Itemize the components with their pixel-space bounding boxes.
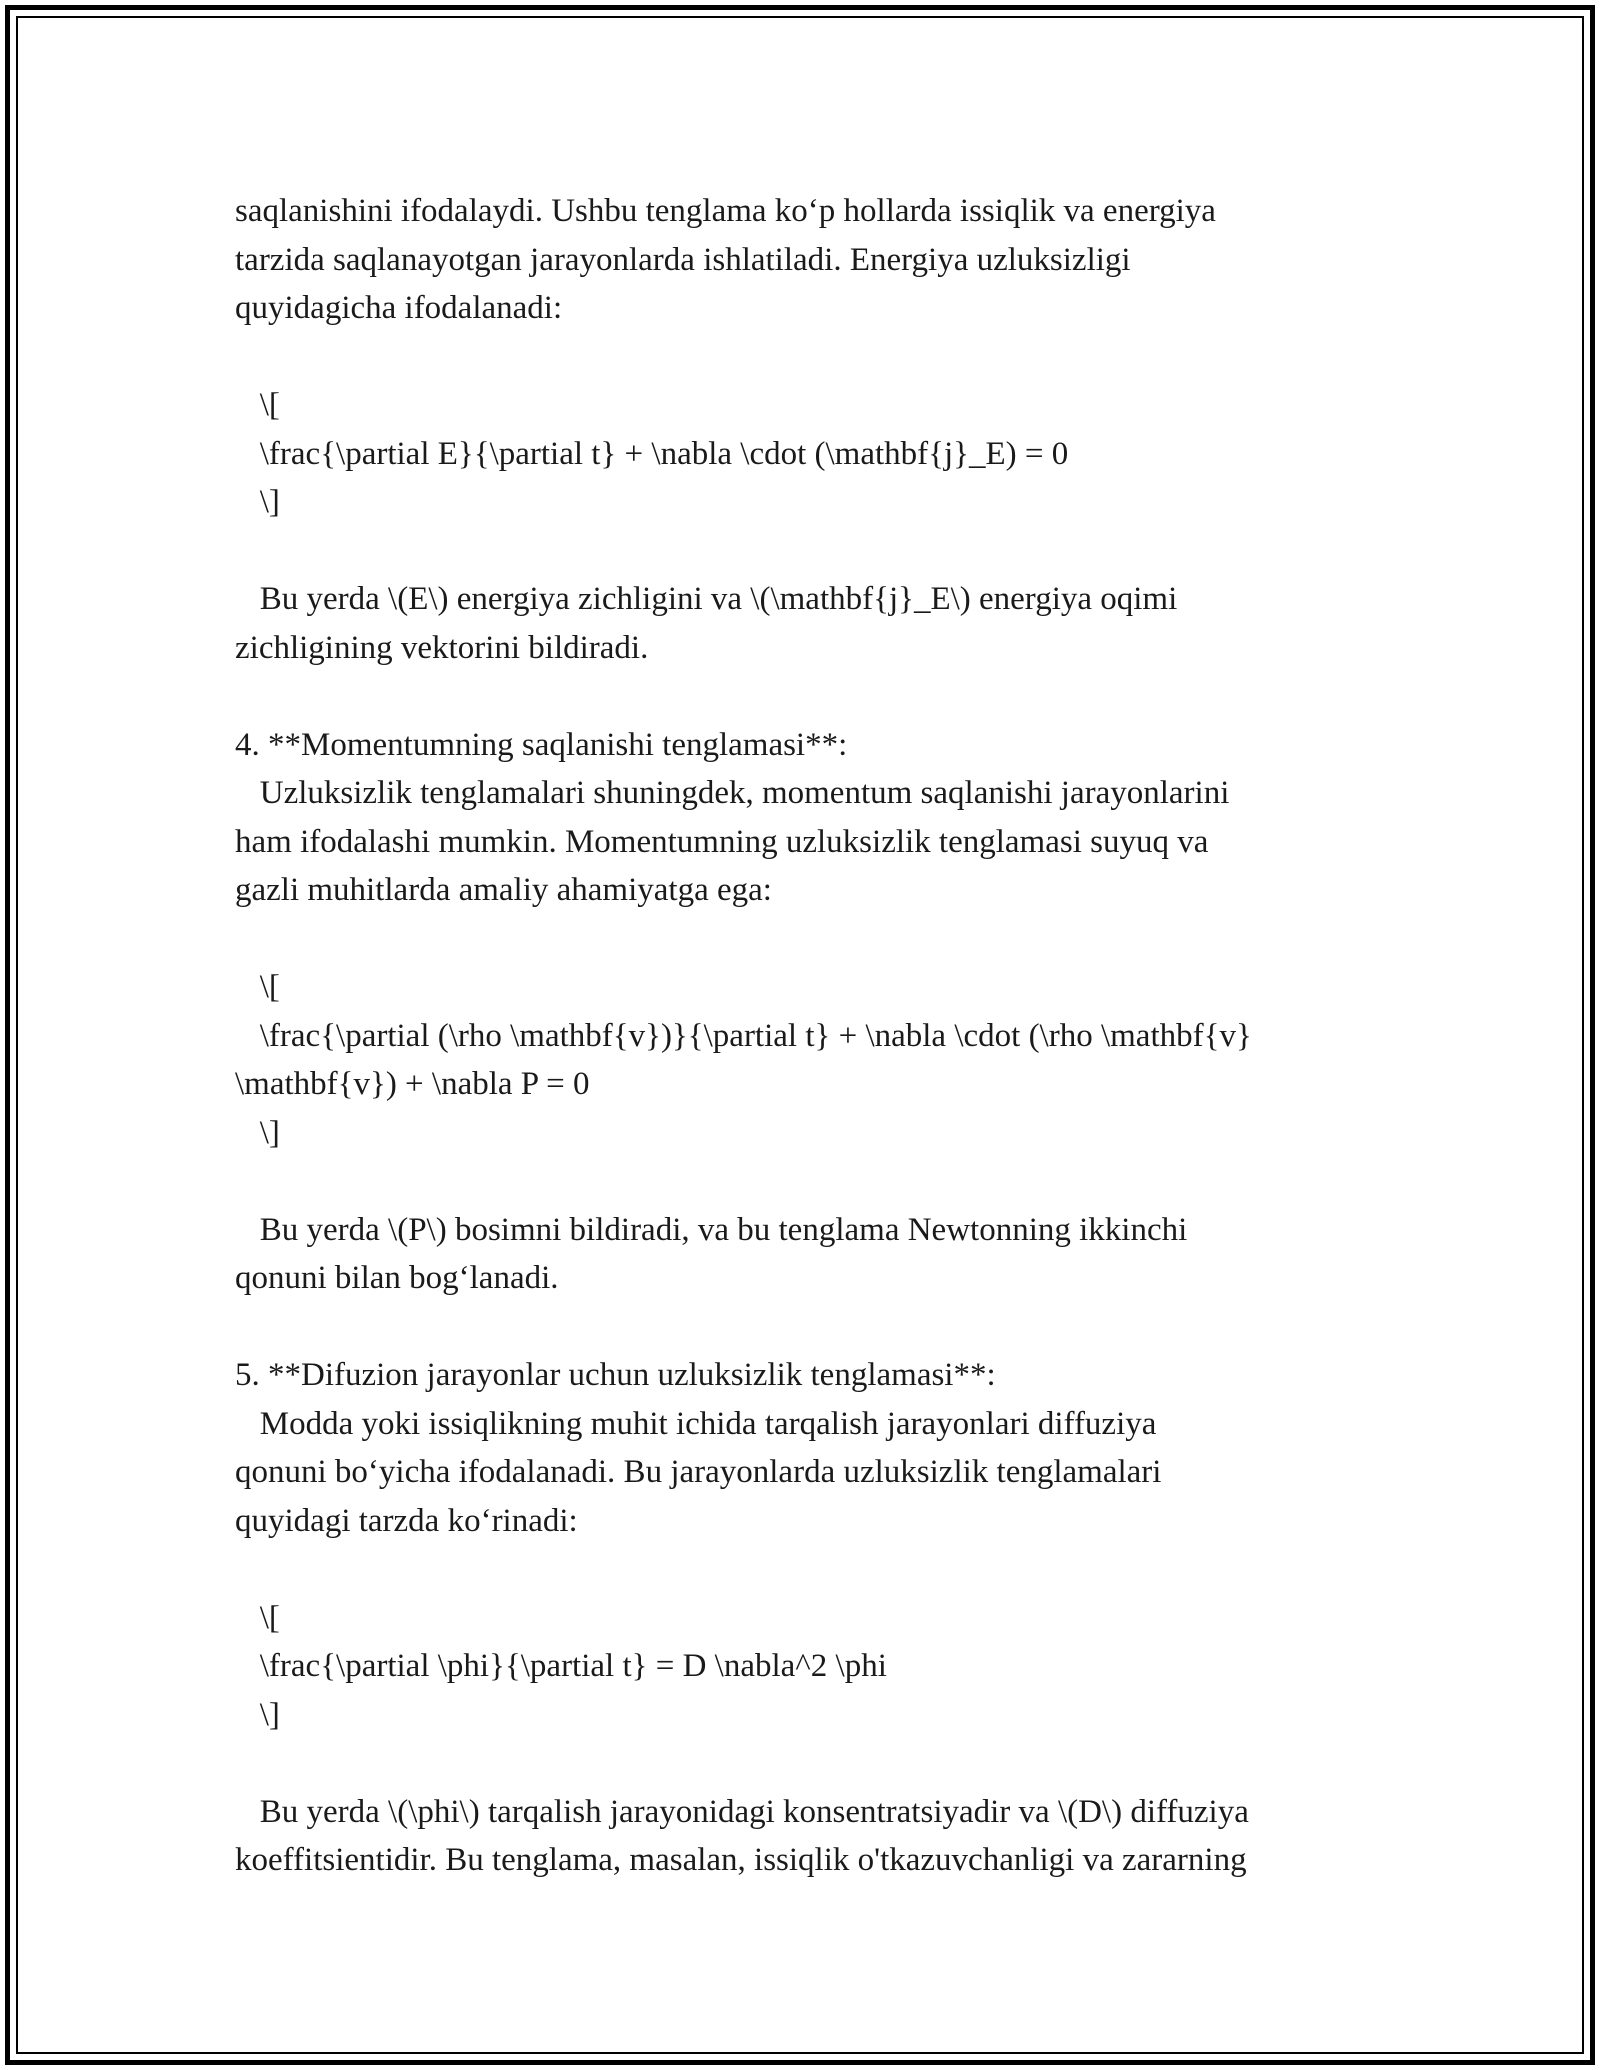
text-line: Uzluksizlik tenglamalari shuningdek, momentum saqlanishi jarayonlarini — [235, 775, 1230, 811]
text-line: tarzida saqlanayotgan jarayonlarda ishlatiladi. Energiya uzluksizligi — [235, 241, 1131, 278]
document-body — [235, 187, 1370, 1885]
blank-line — [235, 672, 1370, 721]
text-line: Bu yerda \(\phi\) tarqalish jarayonidagi konsentratsiyadir va \(D\) diffuziya — [235, 1793, 1249, 1830]
text-line: saqlanishini ifodalaydi. Ushbu tenglama ko‘p hollarda issiqlik va energiya — [235, 193, 1216, 229]
blank-line — [235, 1157, 1370, 1206]
text-line: zichligining vektorini bildiradi. — [235, 629, 649, 666]
equation-close: \] — [235, 1696, 280, 1733]
equation-momentum: \frac{\partial (\rho \mathbf{v})}{\partial t} + \nabla \cdot (\rho \mathbf{v} — [235, 1017, 1252, 1054]
blank-line — [235, 333, 1370, 382]
blank-line — [235, 1303, 1370, 1352]
blank-line — [235, 1545, 1370, 1594]
equation-open: \[ — [235, 387, 280, 423]
text-line: quyidagicha ifodalanadi: — [235, 290, 563, 326]
equation-diffusion: \frac{\partial \phi}{\partial t} = D \nabla^2 \phi — [235, 1648, 887, 1684]
text-line: qonuni bilan bog‘lanadi. — [235, 1260, 559, 1296]
section-heading-4: 4. **Momentumning saqlanishi tenglamasi**: — [235, 726, 848, 763]
text-line: koeffitsientidir. Bu tenglama, masalan, issiqlik o'tkazuvchanligi va zararning — [235, 1842, 1247, 1878]
equation-close: \] — [235, 484, 280, 520]
text-line: Modda yoki issiqlikning muhit ichida tarqalish jarayonlari diffuziya — [235, 1405, 1157, 1442]
text-line: Bu yerda \(P\) bosimni bildiradi, va bu tenglama Newtonning ikkinchi — [235, 1211, 1188, 1248]
equation-close: \] — [235, 1114, 280, 1151]
blank-line — [235, 1739, 1370, 1788]
text-line: quyidagi tarzda ko‘rinadi: — [235, 1502, 578, 1539]
equation-energy: \frac{\partial E}{\partial t} + \nabla \cdot (\mathbf{j}_E) = 0 — [235, 435, 1069, 472]
blank-line — [235, 527, 1370, 576]
equation-momentum-cont: \mathbf{v}) + \nabla P = 0 — [235, 1066, 590, 1102]
section-heading-5: 5. **Difuzion jarayonlar uchun uzluksizlik tenglamasi**: — [235, 1357, 996, 1393]
text-line: qonuni bo‘yicha ifodalanadi. Bu jarayonlarda uzluksizlik tenglamalari — [235, 1454, 1162, 1490]
equation-open: \[ — [235, 969, 280, 1005]
text-line: ham ifodalashi mumkin. Momentumning uzluksizlik tenglamasi suyuq va — [235, 823, 1209, 860]
text-line: Bu yerda \(E\) energiya zichligini va \(\mathbf{j}_E\) energiya oqimi — [235, 581, 1178, 617]
equation-open: \[ — [235, 1599, 280, 1636]
text-line: gazli muhitlarda amaliy ahamiyatga ega: — [235, 872, 772, 908]
blank-line — [235, 915, 1370, 964]
